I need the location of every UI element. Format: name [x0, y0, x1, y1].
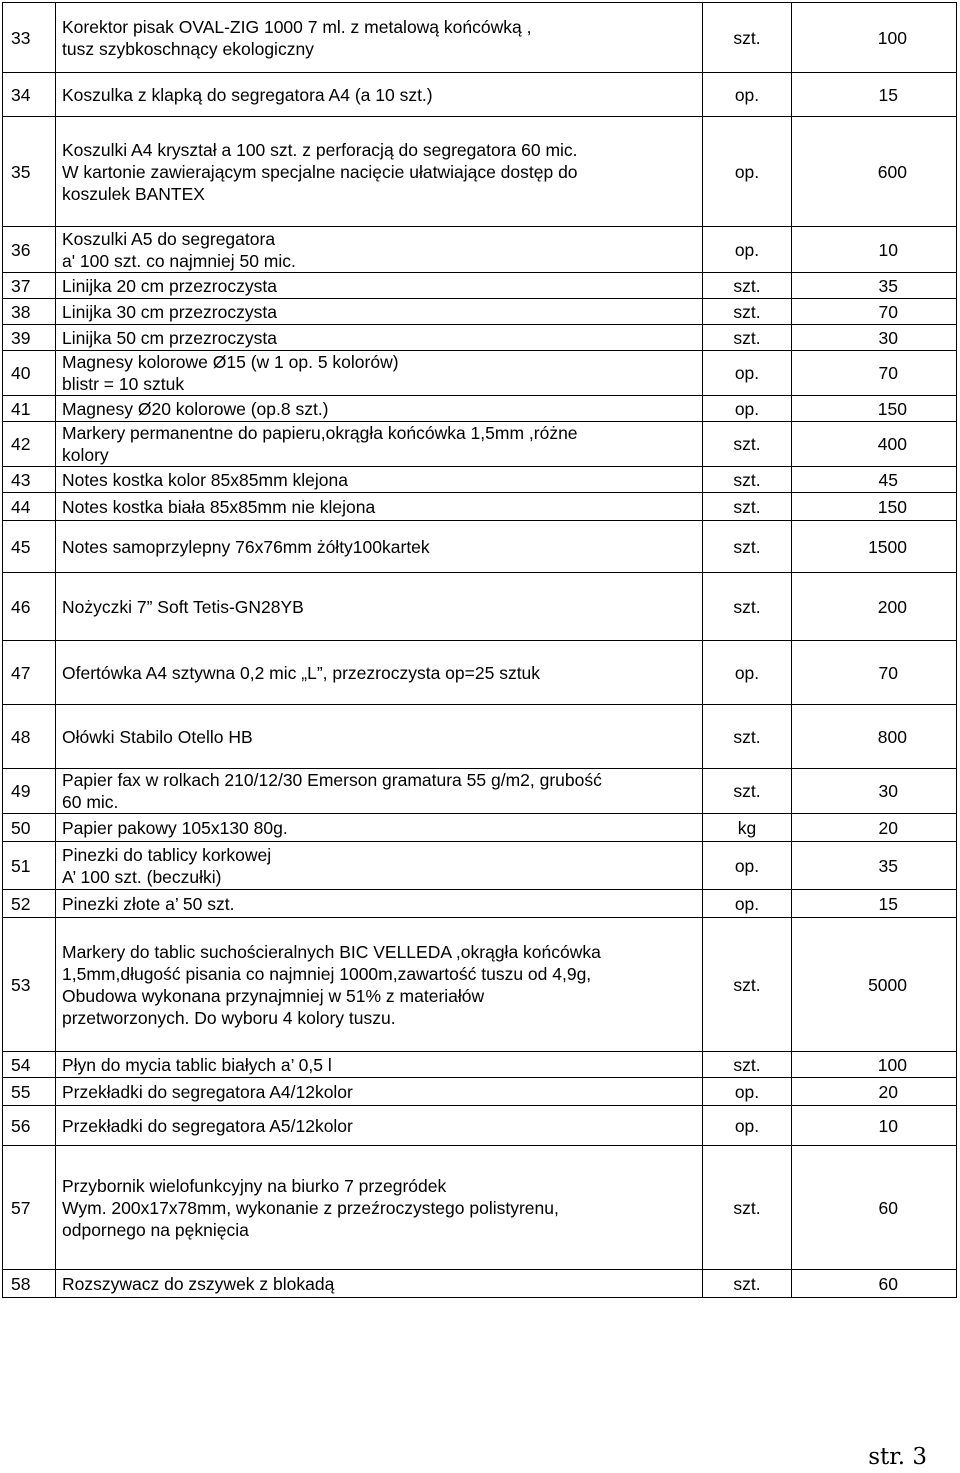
item-unit: szt.	[703, 918, 792, 1052]
description-line: W kartonie zawierającym specjalne nacięcie ułatwiające dostęp do	[62, 161, 578, 182]
item-quantity: 400	[792, 422, 957, 467]
item-number: 58	[3, 1270, 56, 1298]
item-number: 44	[3, 493, 56, 521]
item-unit: szt.	[703, 1146, 792, 1270]
item-number: 38	[3, 299, 56, 325]
table-row	[3, 705, 957, 769]
description-line: Koszulki A5 do segregatora	[62, 228, 276, 249]
item-quantity: 10	[792, 1106, 957, 1146]
item-quantity: 35	[792, 842, 957, 890]
item-description	[56, 705, 703, 769]
table-row	[3, 73, 957, 117]
item-quantity: 70	[792, 351, 957, 396]
item-number: 37	[3, 273, 56, 299]
description-line: odpornego na pęknięcia	[62, 1219, 249, 1240]
item-number: 55	[3, 1078, 56, 1106]
item-unit: op.	[703, 890, 792, 918]
table-row	[3, 422, 957, 467]
item-description	[56, 299, 703, 325]
item-unit: szt.	[703, 705, 792, 769]
table-row	[3, 814, 957, 842]
item-quantity: 800	[792, 705, 957, 769]
description-line: kolory	[62, 445, 109, 465]
description-line: tusz szybkoschnący ekologiczny	[62, 38, 314, 59]
item-number: 35	[3, 117, 56, 227]
item-description	[56, 117, 703, 227]
description-line: Rozszywacz do zszywek z blokadą	[62, 1273, 335, 1294]
item-description	[56, 573, 703, 641]
item-number: 36	[3, 227, 56, 273]
item-description	[56, 396, 703, 422]
item-quantity: 70	[792, 641, 957, 705]
table-row	[3, 769, 957, 814]
table-row	[3, 1270, 957, 1298]
item-description	[56, 422, 703, 467]
table-row	[3, 3, 957, 73]
item-number: 34	[3, 73, 56, 117]
item-unit: szt.	[703, 1052, 792, 1078]
description-line: Markery do tablic suchościeralnych BIC VELLEDA ,okrągła końcówka	[62, 941, 601, 962]
item-number: 42	[3, 422, 56, 467]
description-line: Linijka 50 cm przezroczysta	[62, 327, 277, 348]
items-table-body	[3, 3, 957, 1298]
table-row	[3, 1106, 957, 1146]
item-quantity: 600	[792, 117, 957, 227]
item-number: 57	[3, 1146, 56, 1270]
table-row	[3, 1052, 957, 1078]
description-line: Koszulki A4 kryształ a 100 szt. z perforacją do segregatora 60 mic.	[62, 139, 578, 160]
item-number: 49	[3, 769, 56, 814]
description-line: Notes kostka kolor 85x85mm klejona	[62, 469, 348, 490]
description-line: Papier fax w rolkach 210/12/30 Emerson gramatura 55 g/m2, grubość	[62, 770, 602, 790]
item-number: 46	[3, 573, 56, 641]
description-line: Ofertówka A4 sztywna 0,2 mic „L”, przezroczysta op=25 sztuk	[62, 662, 541, 683]
item-unit: op.	[703, 73, 792, 117]
item-number: 40	[3, 351, 56, 396]
item-quantity: 5000	[792, 918, 957, 1052]
table-row	[3, 641, 957, 705]
item-description	[56, 918, 703, 1052]
table-row	[3, 273, 957, 299]
item-number: 43	[3, 467, 56, 493]
item-number: 45	[3, 521, 56, 573]
item-unit: op.	[703, 351, 792, 396]
item-quantity: 35	[792, 273, 957, 299]
description-line: A’ 100 szt. (beczułki)	[62, 866, 222, 887]
item-description	[56, 842, 703, 890]
item-description	[56, 493, 703, 521]
item-quantity: 45	[792, 467, 957, 493]
description-line: Przekładki do segregatora A4/12kolor	[62, 1081, 353, 1102]
item-number: 52	[3, 890, 56, 918]
item-number: 47	[3, 641, 56, 705]
item-quantity: 30	[792, 325, 957, 351]
description-line: Magnesy Ø20 kolorowe (op.8 szt.)	[62, 398, 329, 419]
description-line: Pinezki do tablicy korkowej	[62, 844, 272, 865]
description-line: Wym. 200x17x78mm, wykonanie z przeźroczystego polistyrenu,	[62, 1197, 559, 1218]
item-unit: op.	[703, 1078, 792, 1106]
item-description	[56, 3, 703, 73]
item-unit: szt.	[703, 325, 792, 351]
item-unit: szt.	[703, 573, 792, 641]
item-unit: szt.	[703, 3, 792, 73]
item-unit: szt.	[703, 769, 792, 814]
description-line: blistr = 10 sztuk	[62, 374, 185, 394]
item-description	[56, 769, 703, 814]
item-unit: szt.	[703, 467, 792, 493]
item-unit: szt.	[703, 1270, 792, 1298]
item-number: 54	[3, 1052, 56, 1078]
description-line: Koszulka z klapką do segregatora A4 (a 10 szt.)	[62, 84, 433, 105]
description-line: przetworzonych. Do wyboru 4 kolory tuszu.	[62, 1007, 396, 1028]
item-quantity: 15	[792, 890, 957, 918]
description-line: Notes samoprzylepny 76x76mm żółty100kartek	[62, 536, 430, 557]
table-row	[3, 467, 957, 493]
item-quantity: 70	[792, 299, 957, 325]
item-unit: op.	[703, 842, 792, 890]
description-line: Nożyczki 7” Soft Tetis-GN28YB	[62, 596, 304, 617]
item-description	[56, 273, 703, 299]
item-unit: op.	[703, 641, 792, 705]
item-quantity: 60	[792, 1146, 957, 1270]
item-unit: szt.	[703, 422, 792, 467]
description-line: koszulek BANTEX	[62, 183, 205, 204]
description-line: 60 mic.	[62, 792, 119, 812]
item-quantity: 15	[792, 73, 957, 117]
description-line: Pinezki złote a’ 50 szt.	[62, 893, 235, 914]
item-description	[56, 814, 703, 842]
table-row	[3, 842, 957, 890]
item-unit: szt.	[703, 299, 792, 325]
item-number: 50	[3, 814, 56, 842]
table-row	[3, 1146, 957, 1270]
table-row	[3, 493, 957, 521]
table-row	[3, 117, 957, 227]
description-line: Notes kostka biała 85x85mm nie klejona	[62, 496, 376, 517]
item-unit: szt.	[703, 273, 792, 299]
description-line: Linijka 20 cm przezroczysta	[62, 275, 277, 296]
item-unit: szt.	[703, 493, 792, 521]
table-row	[3, 351, 957, 396]
table-row	[3, 325, 957, 351]
item-description	[56, 351, 703, 396]
description-line: Przybornik wielofunkcyjny na biurko 7 przegródek	[62, 1175, 447, 1196]
item-description	[56, 1146, 703, 1270]
description-line: Płyn do mycia tablic białych a’ 0,5 l	[62, 1054, 332, 1075]
item-description	[56, 227, 703, 273]
item-description	[56, 1106, 703, 1146]
description-line: Przekładki do segregatora A5/12kolor	[62, 1115, 353, 1136]
item-description	[56, 73, 703, 117]
item-unit: op.	[703, 396, 792, 422]
item-quantity: 100	[792, 1052, 957, 1078]
item-description	[56, 641, 703, 705]
description-line: Markery permanentne do papieru,okrągła końcówka 1,5mm ,różne	[62, 423, 578, 443]
item-quantity: 200	[792, 573, 957, 641]
item-quantity: 10	[792, 227, 957, 273]
item-unit: szt.	[703, 521, 792, 573]
item-unit: kg	[703, 814, 792, 842]
item-number: 41	[3, 396, 56, 422]
item-description	[56, 890, 703, 918]
item-unit: op.	[703, 117, 792, 227]
description-line: Magnesy kolorowe Ø15 (w 1 op. 5 kolorów)	[62, 352, 399, 372]
item-description	[56, 1078, 703, 1106]
item-number: 33	[3, 3, 56, 73]
table-row	[3, 1078, 957, 1106]
item-quantity: 20	[792, 814, 957, 842]
item-description	[56, 521, 703, 573]
page-number: str. 3	[868, 1444, 927, 1470]
table-row	[3, 396, 957, 422]
item-description	[56, 467, 703, 493]
description-line: Papier pakowy 105x130 80g.	[62, 817, 288, 838]
table-row	[3, 890, 957, 918]
items-table	[2, 2, 957, 1298]
item-number: 51	[3, 842, 56, 890]
table-row	[3, 521, 957, 573]
item-description	[56, 1052, 703, 1078]
item-description	[56, 325, 703, 351]
description-line: Ołówki Stabilo Otello HB	[62, 726, 253, 747]
table-row	[3, 227, 957, 273]
item-quantity: 20	[792, 1078, 957, 1106]
item-unit: op.	[703, 227, 792, 273]
description-line: Korektor pisak OVAL-ZIG 1000 7 ml. z metalową końcówką ,	[62, 16, 532, 37]
item-quantity: 30	[792, 769, 957, 814]
item-quantity: 150	[792, 396, 957, 422]
description-line: Obudowa wykonana przynajmniej w 51% z materiałów	[62, 985, 485, 1006]
table-row	[3, 573, 957, 641]
item-unit: op.	[703, 1106, 792, 1146]
item-quantity: 100	[792, 3, 957, 73]
item-quantity: 1500	[792, 521, 957, 573]
item-number: 53	[3, 918, 56, 1052]
item-quantity: 150	[792, 493, 957, 521]
item-number: 39	[3, 325, 56, 351]
description-line: a' 100 szt. co najmniej 50 mic.	[62, 250, 296, 271]
description-line: 1,5mm,długość pisania co najmniej 1000m,zawartość tuszu od 4,9g,	[62, 963, 592, 984]
table-row	[3, 299, 957, 325]
description-line: Linijka 30 cm przezroczysta	[62, 301, 277, 322]
item-quantity: 60	[792, 1270, 957, 1298]
item-number: 48	[3, 705, 56, 769]
item-description	[56, 1270, 703, 1298]
item-number: 56	[3, 1106, 56, 1146]
table-row	[3, 918, 957, 1052]
